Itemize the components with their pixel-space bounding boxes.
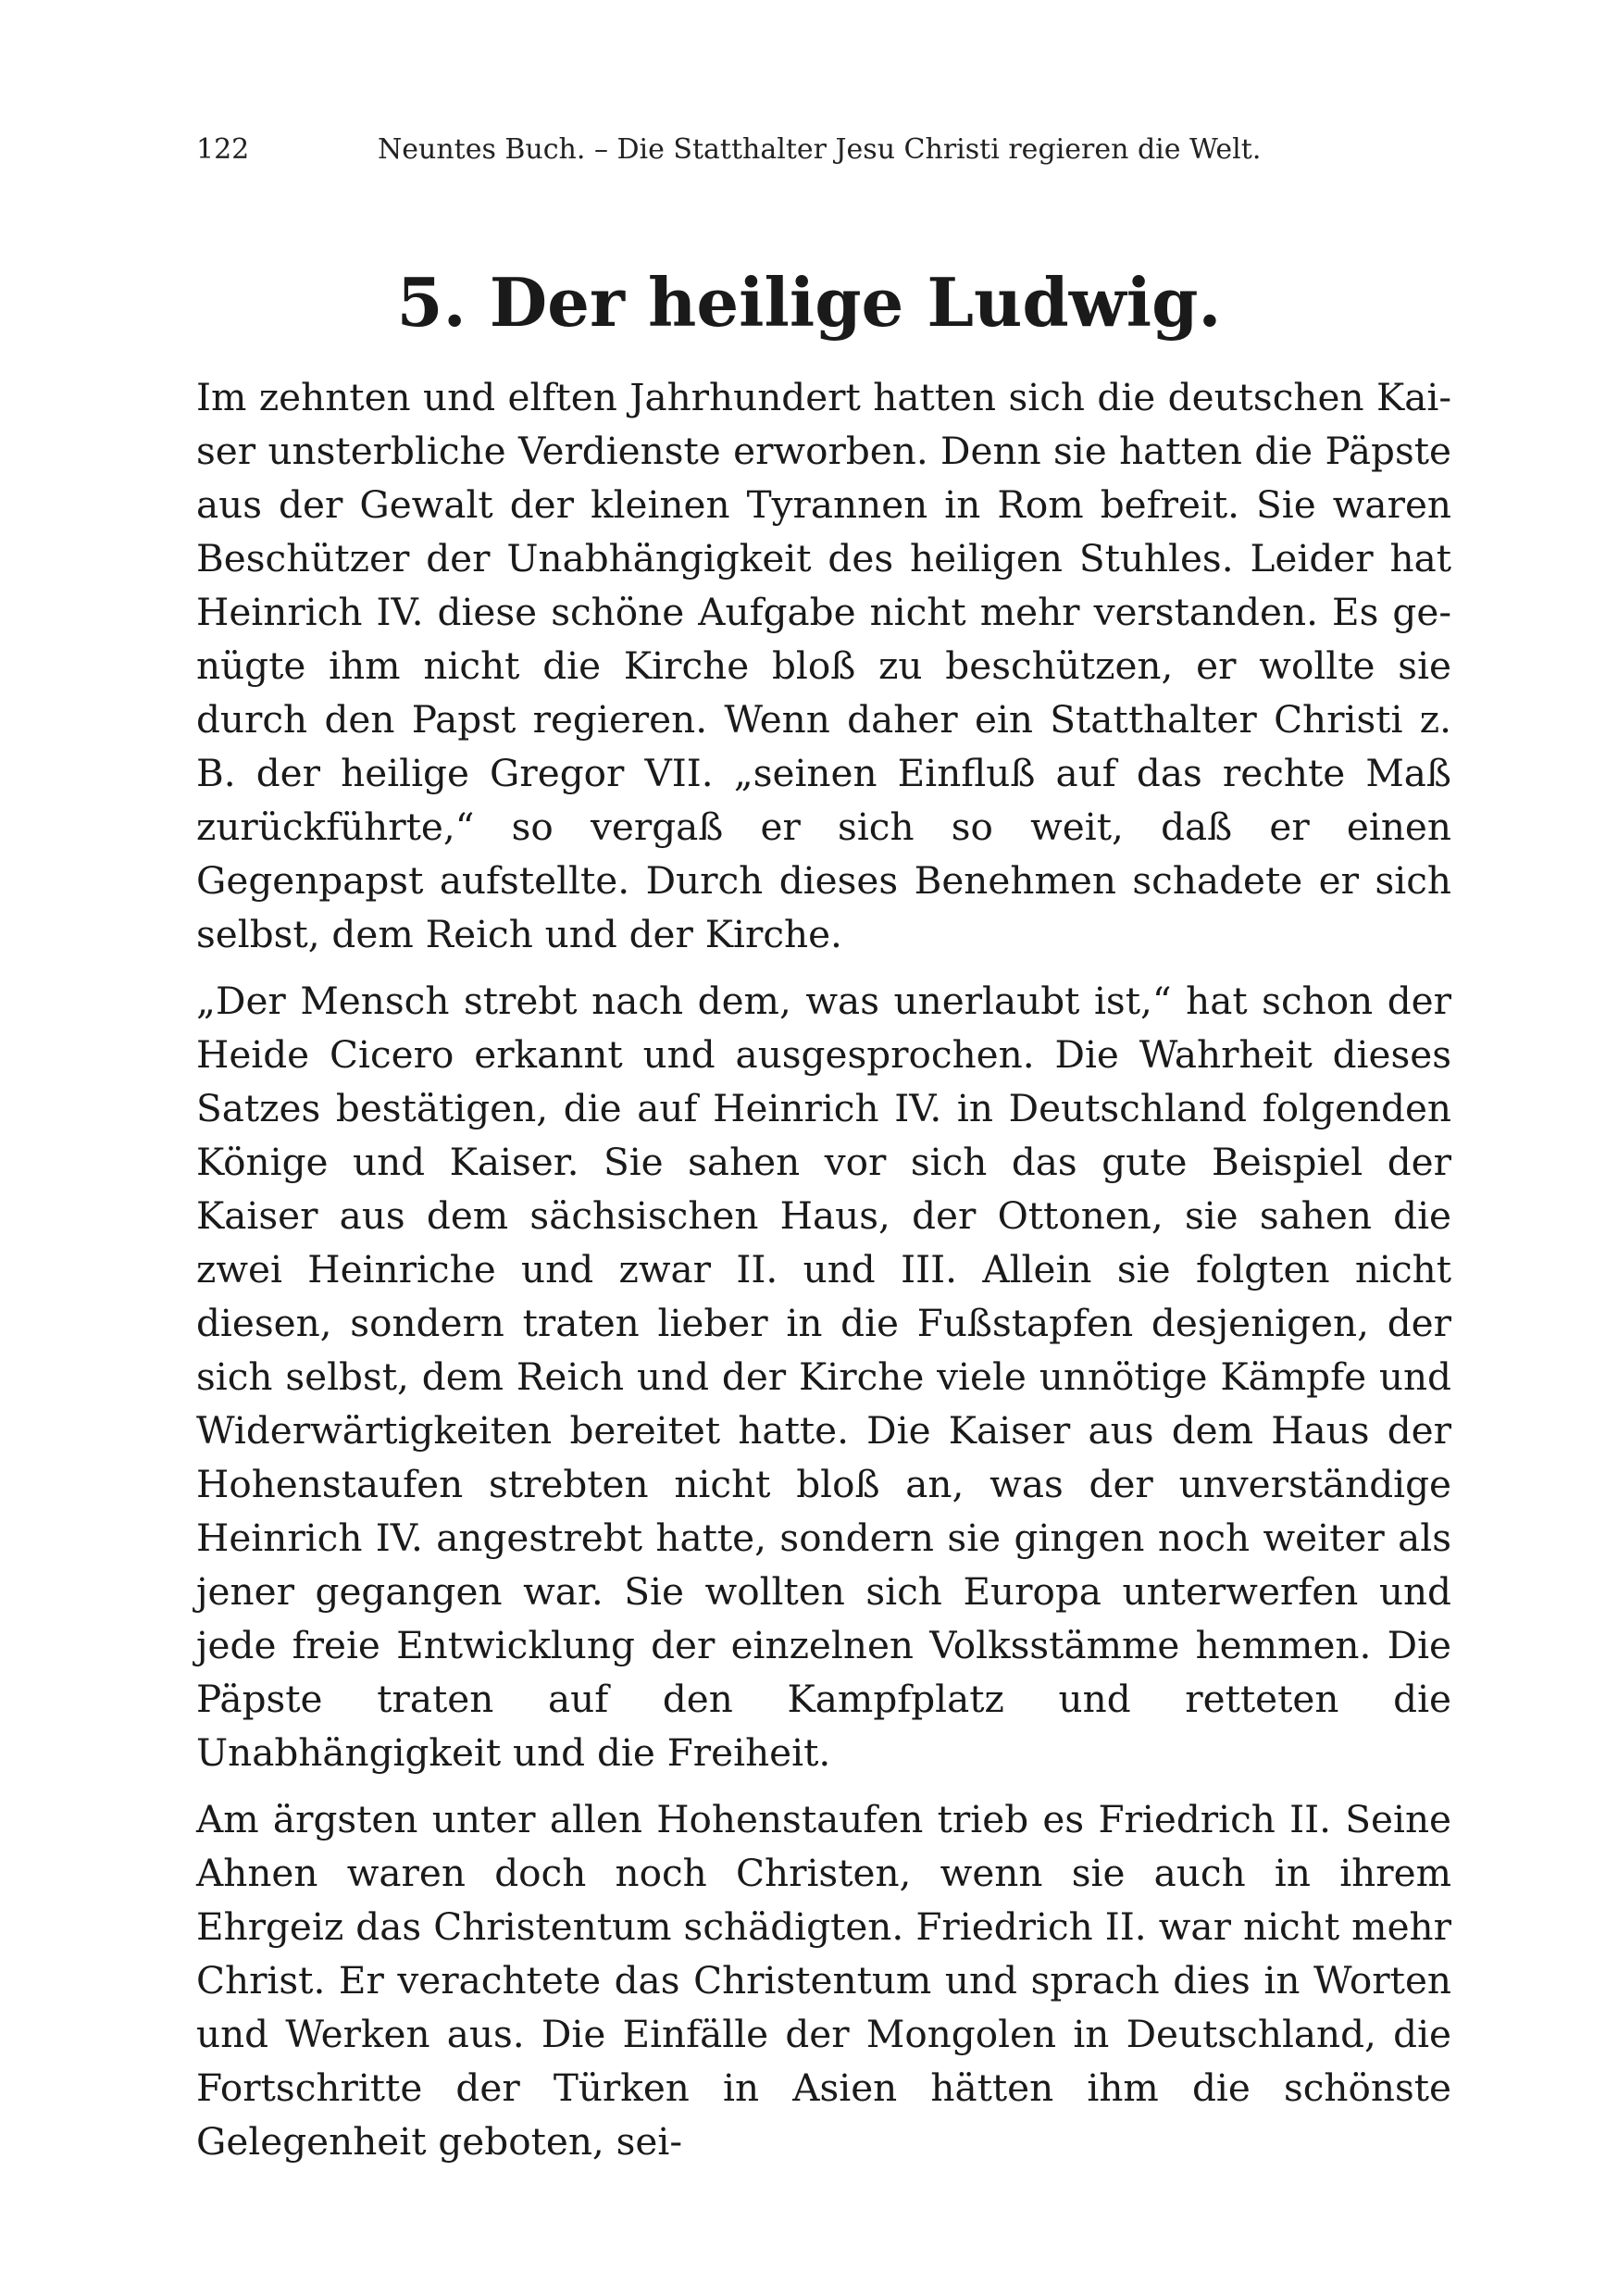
paragraph: „Der Mensch strebt nach dem, was unerlaubt ist,“ hat schon der Heide Cicero erkannt und ausgesprochen. Die Wahrheit dieses Satzes bestätigen, die auf Heinrich IV. in Deutschland folgenden Könige und Kaiser. Sie sahen vor sich das gute Beispiel der Kaiser aus dem sächsischen Haus, der Ottonen, sie sahen die zwei Heinriche und zwar II. und III. Allein sie folgten nicht diesen, sondern traten lieber in die Fußstapfen desjenigen, der sich selbst, dem Reich und der Kirche viele unnötige Kämpfe und Widerwärtigkeiten bereitet hatte. Die Kaiser aus dem Haus der Hohenstaufen strebten nicht bloß an, was der unverständige Heinrich IV. angestrebt hatte, sondern sie gingen noch weiter als jener gegangen war. Sie wollten sich Europa unterwerfen und jede freie Entwicklung der einzelnen Volksstämme hemmen. Die Päpste traten auf den Kampfplatz und retteten die Unabhängigkeit und die Freiheit. (196, 979, 1451, 1775)
paragraph: Am ärgsten unter allen Hohenstaufen trieb es Friedrich II. Seine Ahnen waren doch noch Christen, wenn sie auch in ihrem Ehrgeiz das Christentum schädigten. Friedrich II. war nicht mehr Christ. Er verachtete das Christentum und sprach dies in Worten und Werken aus. Die Einfälle der Mongolen in Deutschland, die Fortschritte der Türken in Asien hätten ihm die schönste Gelegenheit geboten, sei- (196, 1797, 1451, 2164)
body-text (196, 370, 1451, 2181)
running-title: Neuntes Buch. – Die Statthalter Jesu Christi regieren die Welt. (378, 133, 1262, 166)
running-head (196, 130, 1451, 170)
page-number: 122 (196, 133, 250, 166)
chapter-title: 5. Der heilige Ludwig. (396, 263, 1222, 342)
paragraph: Im zehnten und elften Jahrhundert hatten sich die deutschen Kaiser unsterbliche Verdienste erworben. Denn sie hatten die Päpste aus der Gewalt der kleinen Tyrannen in Rom befreit. Sie waren Beschützer der Unabhängigkeit des heiligen Stuhles. Leider hat Heinrich IV. diese schöne Aufgabe nicht mehr verstanden. Es genügte ihm nicht die Kirche bloß zu beschützen, er wollte sie durch den Papst regieren. Wenn daher ein Statthalter Christi z. B. der heilige Gregor VII. „seinen Einfluß auf das rechte Maß zurückführte,“ so vergaß er sich so weit, daß er einen Gegenpapst aufstellte. Durch dieses Benehmen schadete er sich selbst, dem Reich und der Kirche. (196, 375, 1451, 956)
